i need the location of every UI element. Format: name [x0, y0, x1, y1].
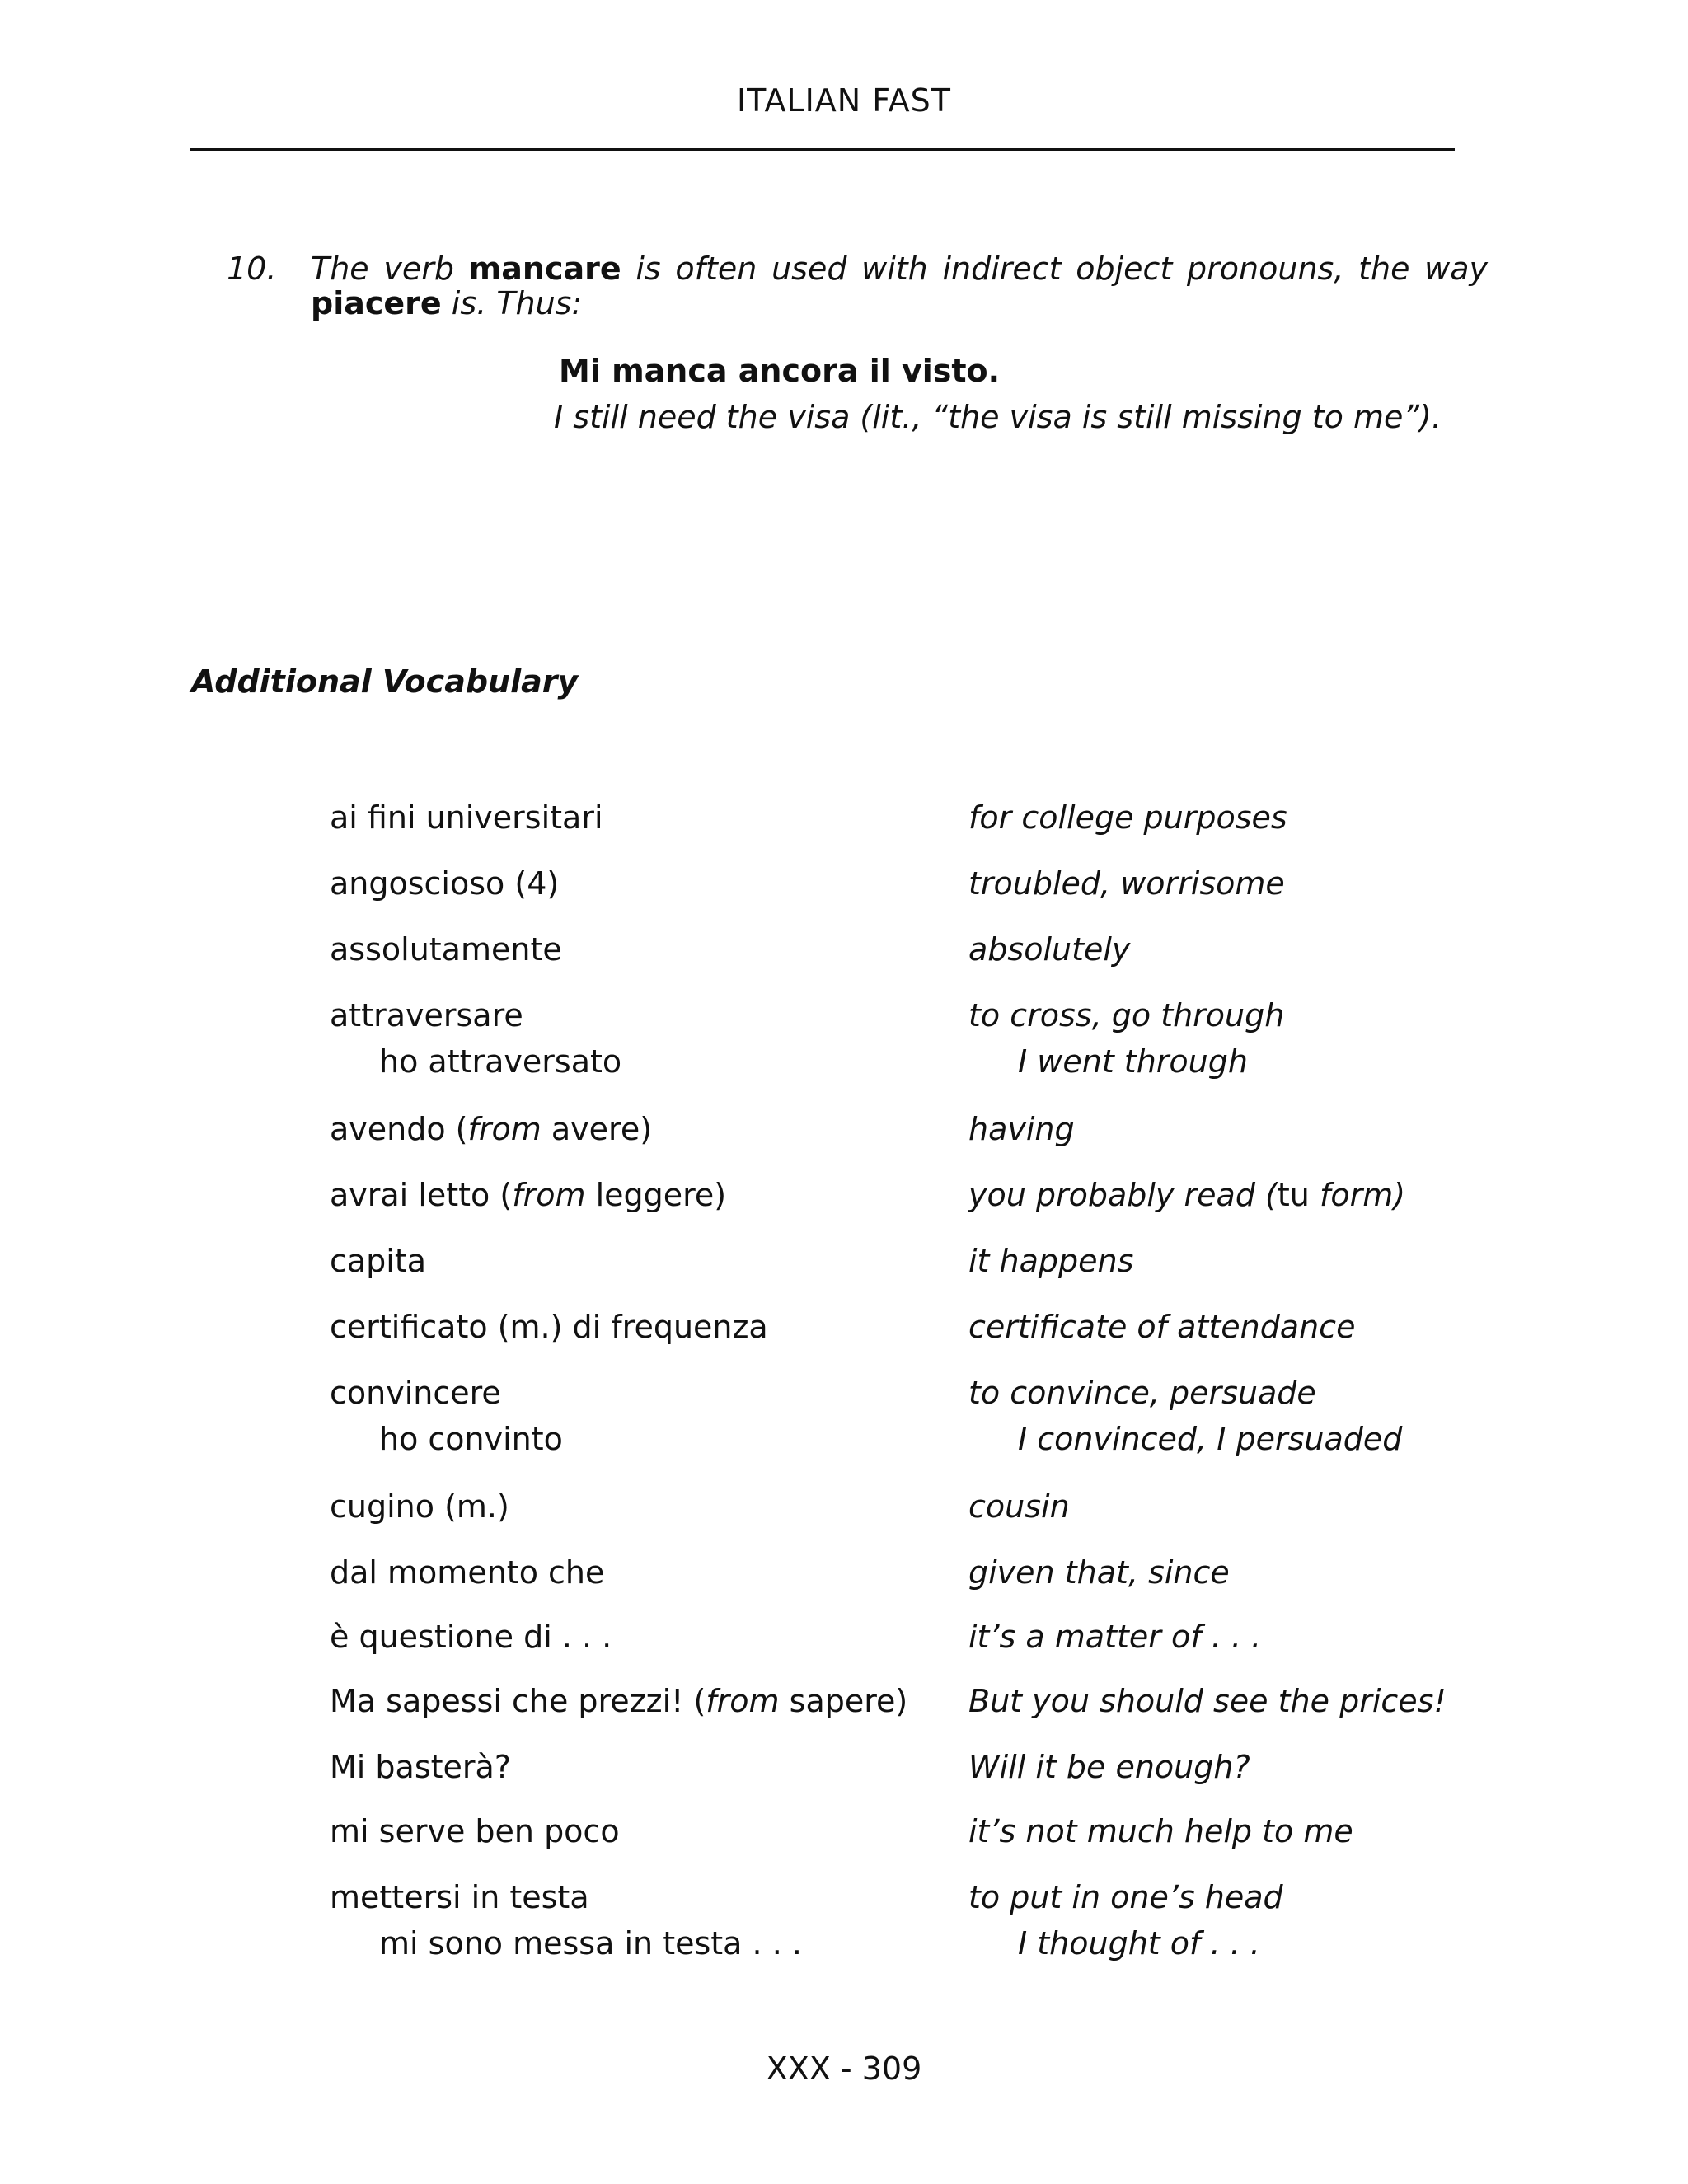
vocab-english	[968, 1111, 1075, 1147]
vocab-english-text: you probably read (	[968, 1177, 1278, 1213]
vocab-english	[968, 1683, 1447, 1719]
page-header-title: ITALIAN FAST	[736, 82, 952, 119]
vocab-italian	[330, 1177, 726, 1213]
vocab-italian	[330, 1375, 563, 1457]
note-text-part: is often used with indirect object pronouns, the way	[621, 251, 1488, 287]
vocab-english-text: certificate of attendance	[968, 1309, 1356, 1345]
vocab-english-subform: I convinced, I persuaded	[1018, 1421, 1403, 1457]
header-divider	[190, 148, 1455, 151]
vocab-english-text: having	[968, 1111, 1075, 1147]
vocab-english-text: But you should see the prices!	[968, 1683, 1447, 1719]
vocab-english-text: it’s not much help to me	[968, 1813, 1353, 1849]
vocab-italian-text: attraversare	[330, 997, 523, 1033]
vocab-italian	[330, 799, 603, 836]
page-number: XXX - 309	[766, 2050, 922, 2087]
vocab-italian-text: Mi basterà?	[330, 1749, 511, 1785]
vocab-italian-text: dal momento che	[330, 1554, 605, 1591]
vocab-english	[968, 1554, 1230, 1591]
vocab-english	[968, 1243, 1133, 1279]
vocab-italian-subform: mi sono messa in testa . . .	[379, 1925, 802, 1961]
vocab-english-text: it’s a matter of . . .	[968, 1619, 1262, 1655]
vocab-italian-subform: ho attraversato	[379, 1043, 622, 1080]
vocab-english	[968, 799, 1287, 836]
vocab-italian	[330, 1488, 509, 1525]
vocab-english	[968, 1488, 1070, 1525]
vocab-italian-text: mettersi in testa	[330, 1879, 589, 1915]
vocab-italian-text: è questione di . . .	[330, 1619, 612, 1655]
note-keyword-mancare: mancare	[468, 251, 621, 287]
vocab-italian	[330, 865, 559, 902]
vocab-english-text: tu	[1277, 1177, 1310, 1213]
vocab-italian	[330, 1554, 604, 1591]
vocab-italian-text: angoscioso (4)	[330, 865, 560, 902]
example-english: I still need the visa (lit., “the visa is still missing to me”).	[554, 399, 1442, 435]
vocab-english	[968, 931, 1130, 968]
vocab-italian	[330, 1111, 652, 1147]
vocab-english	[968, 1309, 1355, 1345]
vocab-italian-text: from	[467, 1111, 542, 1147]
vocab-english-text: to convince, persuade	[968, 1375, 1316, 1411]
vocab-italian	[330, 1619, 612, 1655]
vocab-italian	[330, 1879, 802, 1961]
vocab-italian-text: avrai letto (	[330, 1177, 513, 1213]
vocab-english-text: to put in one’s head	[968, 1879, 1283, 1915]
vocab-english	[968, 1879, 1283, 1961]
vocab-italian-text: from	[706, 1683, 780, 1719]
vocab-english	[968, 1177, 1405, 1213]
note-text-part: The verb	[311, 251, 469, 287]
vocab-italian-text: Ma sapessi che prezzi! (	[330, 1683, 706, 1719]
vocab-italian-text: convincere	[330, 1375, 501, 1411]
vocab-italian-text: sapere)	[779, 1683, 908, 1719]
example-italian: Mi manca ancora il visto.	[559, 353, 1001, 389]
vocab-italian-text: cugino (m.)	[330, 1488, 509, 1525]
vocab-english-text: form)	[1309, 1177, 1406, 1213]
note-text	[311, 251, 1488, 321]
vocab-english-text: Will it be enough?	[968, 1749, 1250, 1785]
vocab-italian-subform: ho convinto	[379, 1421, 563, 1457]
vocab-english-text: cousin	[968, 1488, 1070, 1525]
vocab-italian-text: avendo (	[330, 1111, 468, 1147]
vocab-italian	[330, 1813, 620, 1849]
note-text-part: is. Thus:	[441, 285, 583, 321]
vocab-english	[968, 1619, 1261, 1655]
vocab-italian-text: certificato (m.) di frequenza	[330, 1309, 768, 1345]
vocab-english-subform: I thought of . . .	[1018, 1925, 1260, 1961]
vocab-english-text: absolutely	[968, 931, 1131, 968]
vocab-italian	[330, 1309, 768, 1345]
vocab-english-text: troubled, worrisome	[968, 865, 1285, 902]
note-number: 10.	[227, 251, 277, 287]
vocab-italian-text: ai fini universitari	[330, 799, 603, 836]
vocab-english-text: given that, since	[968, 1554, 1230, 1591]
vocab-italian-text: avere)	[541, 1111, 653, 1147]
section-heading: Additional Vocabulary	[191, 663, 579, 700]
vocab-english-text: it happens	[968, 1243, 1134, 1279]
vocab-english	[968, 997, 1285, 1080]
vocab-italian-text: from	[512, 1177, 586, 1213]
vocab-italian	[330, 931, 562, 968]
vocab-english	[968, 1749, 1250, 1785]
vocab-italian-text: capita	[330, 1243, 427, 1279]
note-keyword-piacere: piacere	[311, 285, 442, 321]
vocab-italian	[330, 1683, 907, 1719]
vocab-italian	[330, 1749, 511, 1785]
vocab-italian-text: assolutamente	[330, 931, 562, 968]
vocab-italian-text: mi serve ben poco	[330, 1813, 620, 1849]
vocab-english	[968, 1813, 1353, 1849]
vocab-italian	[330, 997, 622, 1080]
vocab-italian-text: leggere)	[585, 1177, 727, 1213]
vocab-italian	[330, 1243, 426, 1279]
vocab-english	[968, 865, 1285, 902]
vocab-english-subform: I went through	[1018, 1043, 1248, 1080]
vocab-english-text: for college purposes	[968, 799, 1287, 836]
vocab-english	[968, 1375, 1403, 1457]
vocab-english-text: to cross, go through	[968, 997, 1285, 1033]
